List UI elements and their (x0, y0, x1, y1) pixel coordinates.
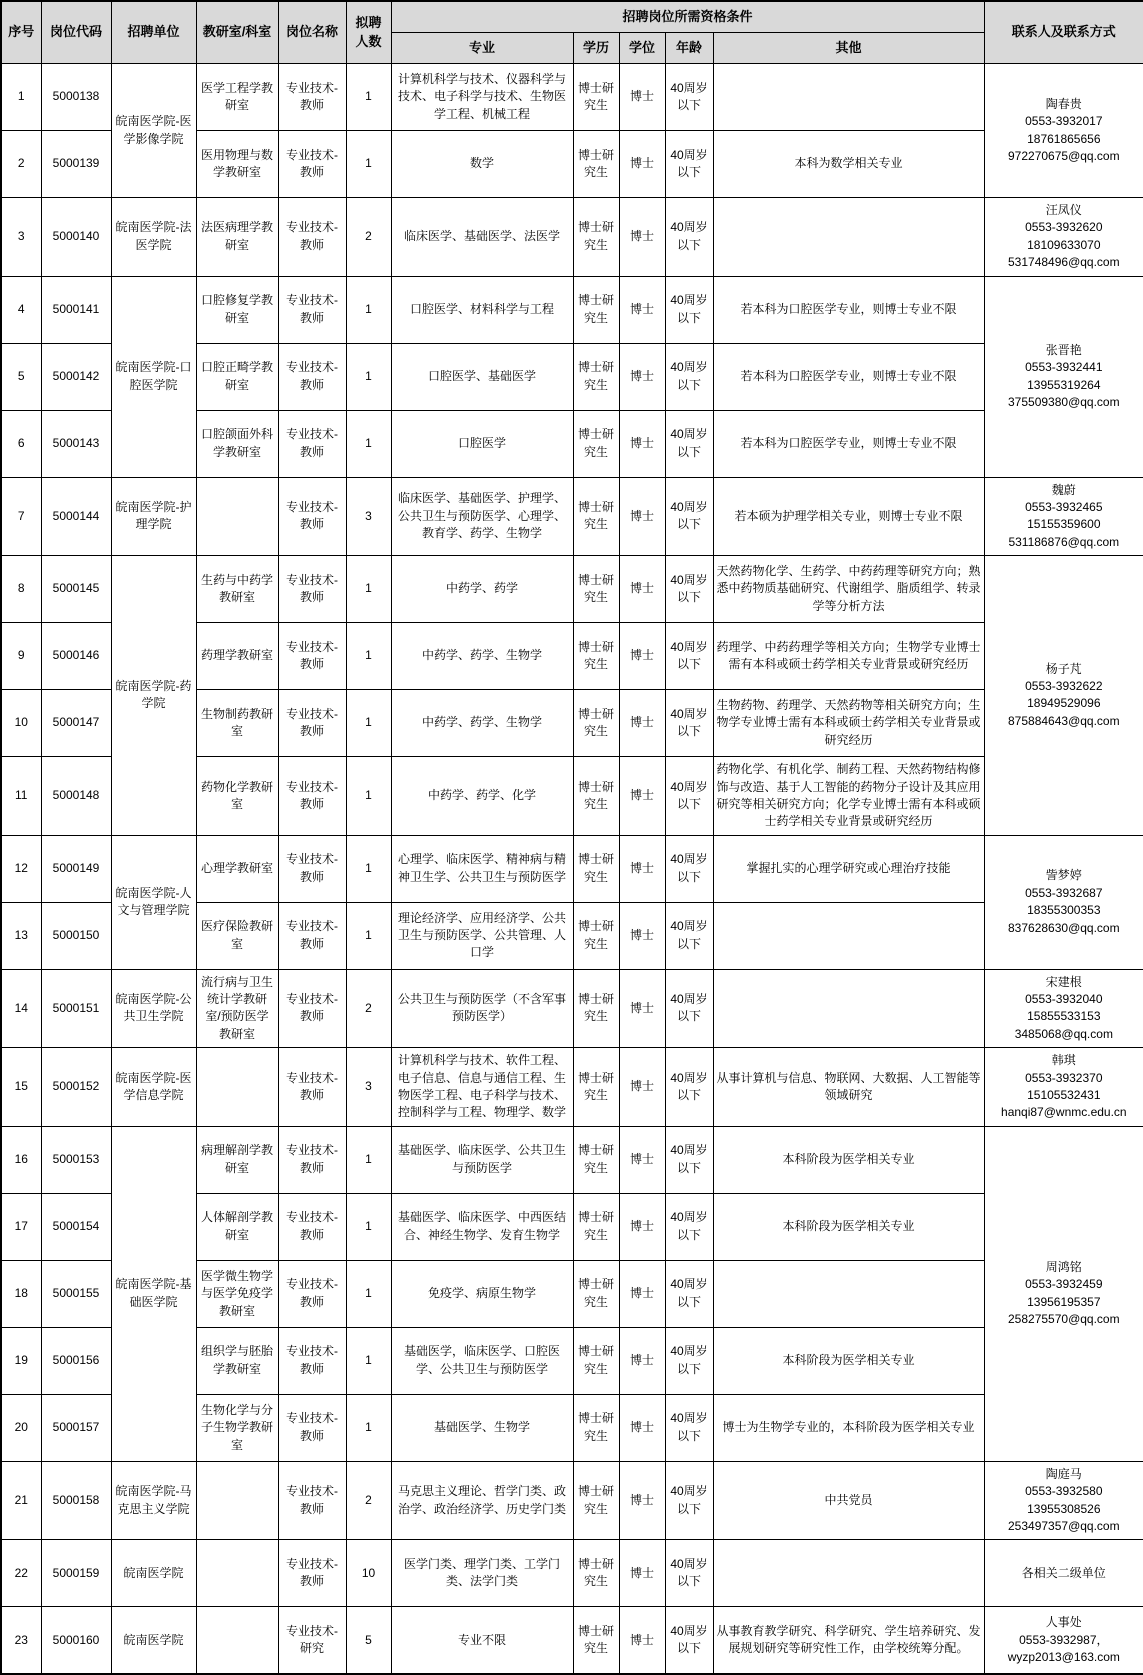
cell-degree: 博士 (619, 64, 665, 131)
cell-office: 心理学教研室 (196, 835, 278, 902)
cell-degree: 博士 (619, 757, 665, 836)
cell-code: 5000145 (41, 556, 111, 623)
cell-age: 40周岁以下 (665, 1193, 713, 1260)
cell-unit: 皖南医学院-口腔医学院 (111, 276, 196, 477)
cell-position: 专业技术-教师 (278, 1126, 346, 1193)
cell-code: 5000152 (41, 1048, 111, 1127)
cell-other: 从事教育教学研究、科学研究、学生培养研究、发展规划研究等研究性工作，由学校统筹分配。 (713, 1607, 984, 1675)
cell-count: 1 (346, 623, 391, 690)
header-code: 岗位代码 (41, 1, 111, 64)
cell-other (713, 1540, 984, 1607)
cell-degree: 博士 (619, 835, 665, 902)
cell-education: 博士研究生 (573, 1607, 619, 1675)
cell-contact: 周鸿铭 0553-3932459 13956195357 258275570@qq.com (984, 1126, 1143, 1461)
header-education: 学历 (573, 33, 619, 64)
cell-sn: 20 (1, 1394, 41, 1461)
cell-education: 博士研究生 (573, 969, 619, 1048)
cell-major: 理论经济学、应用经济学、公共卫生与预防医学、公共管理、人口学 (391, 902, 573, 969)
cell-age: 40周岁以下 (665, 556, 713, 623)
cell-contact: 魏蔚 0553-3932465 15155359600 531186876@qq.com (984, 477, 1143, 556)
cell-education: 博士研究生 (573, 410, 619, 477)
cell-office: 口腔正畸学教研室 (196, 343, 278, 410)
cell-degree: 博士 (619, 477, 665, 556)
cell-education: 博士研究生 (573, 1260, 619, 1327)
cell-other: 药理学、中药药理学等相关方向；生物学专业博士需有本科或硕士药学相关专业背景或研究经历 (713, 623, 984, 690)
cell-education: 博士研究生 (573, 477, 619, 556)
cell-other: 中共党员 (713, 1461, 984, 1540)
cell-major: 临床医学、基础医学、法医学 (391, 198, 573, 277)
cell-code: 5000140 (41, 198, 111, 277)
table-row (1, 477, 1143, 556)
header-sn: 序号 (1, 1, 41, 64)
cell-degree: 博士 (619, 343, 665, 410)
cell-sn: 18 (1, 1260, 41, 1327)
table-row (1, 1540, 1143, 1607)
cell-education: 博士研究生 (573, 835, 619, 902)
cell-education: 博士研究生 (573, 556, 619, 623)
cell-position: 专业技术-教师 (278, 198, 346, 277)
cell-other: 掌握扎实的心理学研究或心理治疗技能 (713, 835, 984, 902)
header-office: 教研室/科室 (196, 1, 278, 64)
cell-education: 博士研究生 (573, 276, 619, 343)
table-row (1, 276, 1143, 343)
cell-office: 医疗保险教研室 (196, 902, 278, 969)
cell-major: 专业不限 (391, 1607, 573, 1675)
cell-count: 1 (346, 1394, 391, 1461)
cell-unit: 皖南医学院-护理学院 (111, 477, 196, 556)
cell-position: 专业技术-教师 (278, 902, 346, 969)
cell-age: 40周岁以下 (665, 1048, 713, 1127)
cell-other: 若本科为口腔医学专业，则博士专业不限 (713, 276, 984, 343)
cell-count: 1 (346, 1327, 391, 1394)
cell-code: 5000138 (41, 64, 111, 131)
cell-major: 口腔医学、材料科学与工程 (391, 276, 573, 343)
table-row (1, 556, 1143, 623)
cell-education: 博士研究生 (573, 1394, 619, 1461)
cell-major: 临床医学、基础医学、护理学、公共卫生与预防医学、心理学、教育学、药学、生物学 (391, 477, 573, 556)
cell-degree: 博士 (619, 1607, 665, 1675)
header-major: 专业 (391, 33, 573, 64)
cell-contact: 张晋艳 0553-3932441 13955319264 375509380@qq.com (984, 276, 1143, 477)
cell-count: 1 (346, 410, 391, 477)
cell-count: 3 (346, 1048, 391, 1127)
cell-other: 天然药物化学、生药学、中药药理等研究方向；熟悉中药物质基础研究、代谢组学、脂质组学、转录学等分析方法 (713, 556, 984, 623)
cell-major: 医学门类、理学门类、工学门类、法学门类 (391, 1540, 573, 1607)
cell-office: 人体解剖学教研室 (196, 1193, 278, 1260)
cell-other: 生物药物、药理学、天然药物等相关研究方向；生物学专业博士需有本科或硕士药学相关专业背景或研究经历 (713, 690, 984, 757)
cell-education: 博士研究生 (573, 1193, 619, 1260)
cell-age: 40周岁以下 (665, 1260, 713, 1327)
table-row (1, 1048, 1143, 1127)
cell-education: 博士研究生 (573, 1048, 619, 1127)
cell-major: 心理学、临床医学、精神病与精神卫生学、公共卫生与预防医学 (391, 835, 573, 902)
cell-office: 医学微生物学与医学免疫学教研室 (196, 1260, 278, 1327)
cell-sn: 23 (1, 1607, 41, 1675)
header-row-1 (1, 1, 1143, 33)
cell-code: 5000141 (41, 276, 111, 343)
cell-contact: 宋建根 0553-3932040 15855533153 3485068@qq.com (984, 969, 1143, 1048)
cell-age: 40周岁以下 (665, 1126, 713, 1193)
cell-sn: 14 (1, 969, 41, 1048)
cell-position: 专业技术-教师 (278, 757, 346, 836)
cell-contact: 汪凤仪 0553-3932620 18109633070 531748496@qq.com (984, 198, 1143, 277)
cell-office (196, 1461, 278, 1540)
cell-code: 5000139 (41, 131, 111, 198)
cell-major: 口腔医学、基础医学 (391, 343, 573, 410)
cell-count: 1 (346, 1260, 391, 1327)
cell-sn: 9 (1, 623, 41, 690)
cell-office: 药理学教研室 (196, 623, 278, 690)
table-row (1, 198, 1143, 277)
cell-unit: 皖南医学院 (111, 1607, 196, 1675)
cell-other: 若本科为口腔医学专业，则博士专业不限 (713, 343, 984, 410)
cell-code: 5000143 (41, 410, 111, 477)
cell-sn: 22 (1, 1540, 41, 1607)
cell-major: 公共卫生与预防医学（不含军事预防医学） (391, 969, 573, 1048)
cell-position: 专业技术-教师 (278, 477, 346, 556)
cell-other: 本科为数学相关专业 (713, 131, 984, 198)
cell-code: 5000144 (41, 477, 111, 556)
cell-age: 40周岁以下 (665, 902, 713, 969)
cell-count: 1 (346, 64, 391, 131)
cell-code: 5000142 (41, 343, 111, 410)
cell-unit: 皖南医学院-法医学院 (111, 198, 196, 277)
table-header (1, 1, 1143, 64)
cell-position: 专业技术-研究 (278, 1607, 346, 1675)
cell-degree: 博士 (619, 1193, 665, 1260)
cell-sn: 17 (1, 1193, 41, 1260)
cell-age: 40周岁以下 (665, 757, 713, 836)
header-count: 拟聘人数 (346, 1, 391, 64)
cell-position: 专业技术-教师 (278, 556, 346, 623)
cell-count: 1 (346, 1193, 391, 1260)
cell-code: 5000160 (41, 1607, 111, 1675)
cell-degree: 博士 (619, 276, 665, 343)
cell-education: 博士研究生 (573, 131, 619, 198)
cell-degree: 博士 (619, 623, 665, 690)
cell-major: 免疫学、病原生物学 (391, 1260, 573, 1327)
cell-count: 2 (346, 198, 391, 277)
cell-code: 5000148 (41, 757, 111, 836)
cell-position: 专业技术-教师 (278, 276, 346, 343)
cell-code: 5000159 (41, 1540, 111, 1607)
cell-sn: 11 (1, 757, 41, 836)
cell-position: 专业技术-教师 (278, 410, 346, 477)
cell-office (196, 1607, 278, 1675)
header-degree: 学位 (619, 33, 665, 64)
cell-sn: 1 (1, 64, 41, 131)
cell-position: 专业技术-教师 (278, 1461, 346, 1540)
cell-count: 1 (346, 131, 391, 198)
cell-major: 马克思主义理论、哲学门类、政治学、政治经济学、历史学门类 (391, 1461, 573, 1540)
cell-count: 2 (346, 1461, 391, 1540)
cell-degree: 博士 (619, 1540, 665, 1607)
cell-sn: 4 (1, 276, 41, 343)
cell-office: 药物化学教研室 (196, 757, 278, 836)
cell-age: 40周岁以下 (665, 623, 713, 690)
cell-other: 本科阶段为医学相关专业 (713, 1126, 984, 1193)
cell-age: 40周岁以下 (665, 276, 713, 343)
cell-position: 专业技术-教师 (278, 690, 346, 757)
cell-contact: 杨子芃 0553-3932622 18949529096 875884643@qq.com (984, 556, 1143, 836)
header-unit: 招聘单位 (111, 1, 196, 64)
cell-office: 生物化学与分子生物学教研室 (196, 1394, 278, 1461)
cell-position: 专业技术-教师 (278, 835, 346, 902)
cell-position: 专业技术-教师 (278, 1394, 346, 1461)
cell-age: 40周岁以下 (665, 835, 713, 902)
cell-other: 本科阶段为医学相关专业 (713, 1193, 984, 1260)
cell-sn: 16 (1, 1126, 41, 1193)
table-row (1, 1461, 1143, 1540)
cell-position: 专业技术-教师 (278, 1260, 346, 1327)
cell-major: 中药学、药学、生物学 (391, 623, 573, 690)
cell-major: 基础医学、临床医学、公共卫生与预防医学 (391, 1126, 573, 1193)
cell-age: 40周岁以下 (665, 690, 713, 757)
cell-code: 5000154 (41, 1193, 111, 1260)
cell-degree: 博士 (619, 198, 665, 277)
cell-code: 5000146 (41, 623, 111, 690)
cell-code: 5000149 (41, 835, 111, 902)
cell-unit: 皖南医学院-人文与管理学院 (111, 835, 196, 969)
cell-contact: 訾梦婷 0553-3932687 18355300353 837628630@qq.com (984, 835, 1143, 969)
table-body (1, 64, 1143, 1675)
cell-education: 博士研究生 (573, 1126, 619, 1193)
cell-office: 口腔修复学教研室 (196, 276, 278, 343)
cell-position: 专业技术-教师 (278, 1048, 346, 1127)
cell-sn: 5 (1, 343, 41, 410)
cell-count: 1 (346, 1126, 391, 1193)
cell-major: 基础医学、临床医学、中西医结合、神经生物学、发育生物学 (391, 1193, 573, 1260)
cell-sn: 6 (1, 410, 41, 477)
cell-education: 博士研究生 (573, 1461, 619, 1540)
cell-office: 口腔颌面外科学教研室 (196, 410, 278, 477)
cell-other: 本科阶段为医学相关专业 (713, 1327, 984, 1394)
cell-count: 1 (346, 276, 391, 343)
cell-other: 若本科为口腔医学专业，则博士专业不限 (713, 410, 984, 477)
cell-sn: 12 (1, 835, 41, 902)
cell-office: 生物制药教研室 (196, 690, 278, 757)
cell-major: 口腔医学 (391, 410, 573, 477)
cell-other: 若本硕为护理学相关专业，则博士专业不限 (713, 477, 984, 556)
cell-other (713, 198, 984, 277)
cell-unit: 皖南医学院-药学院 (111, 556, 196, 836)
cell-degree: 博士 (619, 410, 665, 477)
cell-contact: 人事处 0553-3932987， wyzp2013@163.com (984, 1607, 1143, 1675)
cell-major: 基础医学、生物学 (391, 1394, 573, 1461)
cell-degree: 博士 (619, 1126, 665, 1193)
cell-major: 中药学、药学、化学 (391, 757, 573, 836)
cell-major: 中药学、药学 (391, 556, 573, 623)
cell-education: 博士研究生 (573, 690, 619, 757)
cell-education: 博士研究生 (573, 343, 619, 410)
cell-degree: 博士 (619, 690, 665, 757)
cell-count: 1 (346, 690, 391, 757)
cell-count: 1 (346, 757, 391, 836)
cell-education: 博士研究生 (573, 198, 619, 277)
cell-major: 中药学、药学、生物学 (391, 690, 573, 757)
cell-count: 10 (346, 1540, 391, 1607)
cell-age: 40周岁以下 (665, 1394, 713, 1461)
cell-age: 40周岁以下 (665, 477, 713, 556)
cell-code: 5000153 (41, 1126, 111, 1193)
cell-age: 40周岁以下 (665, 343, 713, 410)
cell-degree: 博士 (619, 1048, 665, 1127)
cell-count: 1 (346, 556, 391, 623)
cell-education: 博士研究生 (573, 757, 619, 836)
cell-sn: 8 (1, 556, 41, 623)
cell-unit: 皖南医学院 (111, 1540, 196, 1607)
cell-unit: 皖南医学院-马克思主义学院 (111, 1461, 196, 1540)
cell-other (713, 64, 984, 131)
cell-sn: 2 (1, 131, 41, 198)
cell-age: 40周岁以下 (665, 131, 713, 198)
cell-unit: 皖南医学院-医学信息学院 (111, 1048, 196, 1127)
cell-education: 博士研究生 (573, 1327, 619, 1394)
cell-age: 40周岁以下 (665, 1607, 713, 1675)
table-row (1, 835, 1143, 902)
cell-office: 医用物理与数学教研室 (196, 131, 278, 198)
cell-sn: 15 (1, 1048, 41, 1127)
cell-age: 40周岁以下 (665, 1540, 713, 1607)
cell-unit: 皖南医学院-医学影像学院 (111, 64, 196, 198)
cell-sn: 3 (1, 198, 41, 277)
cell-position: 专业技术-教师 (278, 969, 346, 1048)
cell-other: 药物化学、有机化学、制药工程、天然药物结构修饰与改造、基于人工智能的药物分子设计及其应用研究等相关研究方向；化学专业博士需有本科或硕士药学相关专业背景或研究经历 (713, 757, 984, 836)
cell-other: 博士为生物学专业的，本科阶段为医学相关专业 (713, 1394, 984, 1461)
cell-unit: 皖南医学院-基础医学院 (111, 1126, 196, 1461)
cell-position: 专业技术-教师 (278, 343, 346, 410)
cell-major: 计算机科学与技术、仪器科学与技术、电子科学与技术、生物医学工程、机械工程 (391, 64, 573, 131)
cell-office: 生药与中药学教研室 (196, 556, 278, 623)
cell-age: 40周岁以下 (665, 1327, 713, 1394)
cell-education: 博士研究生 (573, 623, 619, 690)
header-position: 岗位名称 (278, 1, 346, 64)
cell-age: 40周岁以下 (665, 1461, 713, 1540)
table-row (1, 969, 1143, 1048)
cell-degree: 博士 (619, 1394, 665, 1461)
cell-education: 博士研究生 (573, 902, 619, 969)
cell-office (196, 477, 278, 556)
cell-other (713, 969, 984, 1048)
cell-position: 专业技术-教师 (278, 623, 346, 690)
cell-degree: 博士 (619, 131, 665, 198)
cell-count: 5 (346, 1607, 391, 1675)
cell-code: 5000155 (41, 1260, 111, 1327)
header-age: 年龄 (665, 33, 713, 64)
header-contact: 联系人及联系方式 (984, 1, 1143, 64)
cell-code: 5000151 (41, 969, 111, 1048)
cell-count: 1 (346, 835, 391, 902)
cell-degree: 博士 (619, 1260, 665, 1327)
cell-unit: 皖南医学院-公共卫生学院 (111, 969, 196, 1048)
cell-degree: 博士 (619, 1327, 665, 1394)
cell-other (713, 902, 984, 969)
cell-office: 流行病与卫生统计学教研室/预防医学教研室 (196, 969, 278, 1048)
cell-age: 40周岁以下 (665, 198, 713, 277)
cell-age: 40周岁以下 (665, 64, 713, 131)
cell-sn: 10 (1, 690, 41, 757)
cell-position: 专业技术-教师 (278, 131, 346, 198)
cell-count: 1 (346, 343, 391, 410)
cell-office: 医学工程学教研室 (196, 64, 278, 131)
table-row (1, 1126, 1143, 1193)
table-row (1, 1607, 1143, 1675)
cell-degree: 博士 (619, 902, 665, 969)
cell-sn: 21 (1, 1461, 41, 1540)
cell-office (196, 1048, 278, 1127)
cell-education: 博士研究生 (573, 64, 619, 131)
cell-other: 从事计算机与信息、物联网、大数据、人工智能等领域研究 (713, 1048, 984, 1127)
cell-degree: 博士 (619, 556, 665, 623)
cell-code: 5000157 (41, 1394, 111, 1461)
header-qualifications: 招聘岗位所需资格条件 (391, 1, 984, 33)
cell-degree: 博士 (619, 969, 665, 1048)
cell-contact: 陶庭马 0553-3932580 13955308526 253497357@qq.com (984, 1461, 1143, 1540)
cell-office: 法医病理学教研室 (196, 198, 278, 277)
cell-degree: 博士 (619, 1461, 665, 1540)
cell-code: 5000147 (41, 690, 111, 757)
cell-contact: 陶春贵 0553-3932017 18761865656 972270675@qq.com (984, 64, 1143, 198)
cell-count: 3 (346, 477, 391, 556)
cell-office: 病理解剖学教研室 (196, 1126, 278, 1193)
cell-contact: 韩琪 0553-3932370 15105532431 hanqi87@wnmc.edu.cn (984, 1048, 1143, 1127)
header-other: 其他 (713, 33, 984, 64)
cell-office (196, 1540, 278, 1607)
cell-age: 40周岁以下 (665, 969, 713, 1048)
cell-education: 博士研究生 (573, 1540, 619, 1607)
cell-position: 专业技术-教师 (278, 64, 346, 131)
cell-major: 基础医学，临床医学、口腔医学、公共卫生与预防医学 (391, 1327, 573, 1394)
cell-position: 专业技术-教师 (278, 1540, 346, 1607)
cell-office: 组织学与胚胎学教研室 (196, 1327, 278, 1394)
table-row (1, 64, 1143, 131)
cell-sn: 19 (1, 1327, 41, 1394)
cell-age: 40周岁以下 (665, 410, 713, 477)
cell-count: 2 (346, 969, 391, 1048)
cell-position: 专业技术-教师 (278, 1193, 346, 1260)
cell-sn: 13 (1, 902, 41, 969)
cell-position: 专业技术-教师 (278, 1327, 346, 1394)
cell-contact: 各相关二级单位 (984, 1540, 1143, 1607)
cell-code: 5000158 (41, 1461, 111, 1540)
cell-count: 1 (346, 902, 391, 969)
cell-code: 5000156 (41, 1327, 111, 1394)
cell-major: 数学 (391, 131, 573, 198)
cell-other (713, 1260, 984, 1327)
cell-code: 5000150 (41, 902, 111, 969)
cell-sn: 7 (1, 477, 41, 556)
cell-major: 计算机科学与技术、软件工程、电子信息、信息与通信工程、生物医学工程、电子科学与技术、控制科学与工程、物理学、数学 (391, 1048, 573, 1127)
